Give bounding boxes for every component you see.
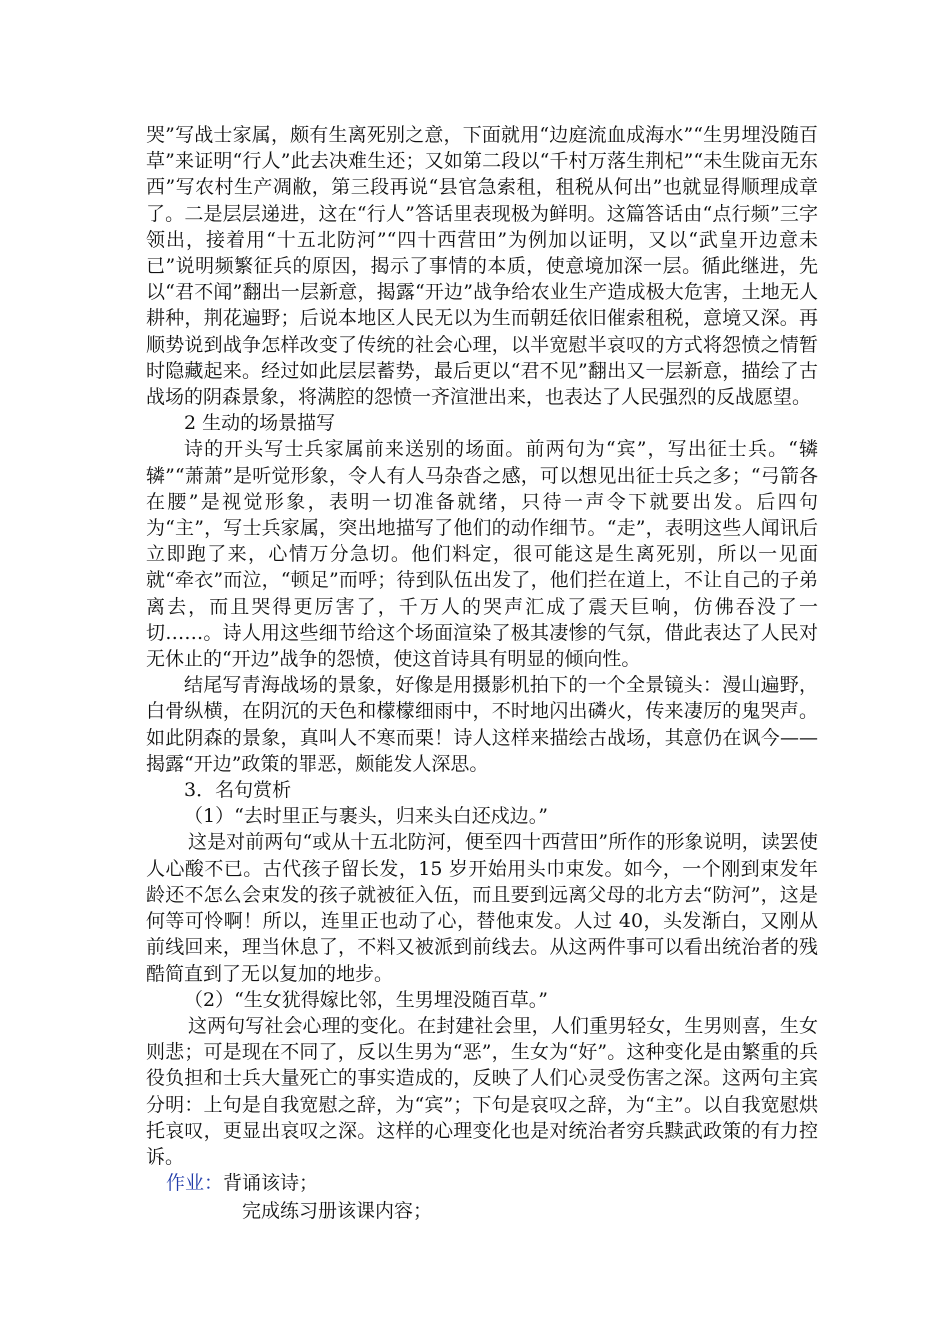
- homework-label: 作业：: [166, 1172, 224, 1195]
- section-heading-scene: 2 生动的场景描写: [184, 412, 336, 435]
- paragraph-opening-scene: 诗的开头写士兵家属前来送别的场面。前两句为“宾”，写出征士兵。“辚辚”“萧萧”是听觉形象，令人有人马杂沓之感，可以想见出征士兵之多；“弓箭各在腰”是视觉形象，表明一切准备就绪，只待一声令下就要出发。后四句为“主”，写士兵家属，突出地描写了他们的动作细节。“走”，表明这些人闻讯后立即跑了来，心情万分急切。他们料定，很可能这是生离死别，所以一见面就“牵衣”而泣，“顿足”而呼；待到队伍出发了，他们拦在道上，不让自己的子弟离去，而且哭得更厉害了，千万人的哭声汇成了震天巨响，仿佛吞没了一切……。诗人用这些细节给这个场面渲染了极其凄惨的气氛，借此表达了人民对无休止的“开边”战争的怨愤，使这首诗具有明显的倾向性。: [146, 438, 818, 671]
- homework-line: [146, 1170, 818, 1196]
- quote-line-2: （2）“生女犹得嫁比邻，生男埋没随百草。”: [184, 988, 549, 1011]
- paragraph-structure-analysis: 哭”写战士家属，颇有生离死别之意，下面就用“边庭流血成海水”“生男埋没随百草”来证明“行人”此去决难生还；又如第二段以“千村万落生荆杞”“未生陇亩无东西”写农村生产凋敝，第三段再说“县官急索租，租税从何出”也就显得顺理成章了。二是层层递进，这在“行人”答话里表现极为鲜明。这篇答话由“点行频”三字领出，接着用“十五北防河”“四十西营田”为例加以证明，又以“武皇开边意未已”说明频繁征兵的原因，揭示了事情的本质，使意境加深一层。循此继进，先以“君不闻”翻出一层新意，揭露“开边”战争给农业生产造成极大危害，土地无人耕种，荆花遍野；后说本地区人民无以为生而朝廷依旧催索租税，意境又深。再顺势说到战争怎样改变了传统的社会心理，以半宽慰半哀叹的方式将怨愤之情暂时隐藏起来。经过如此层层蓄势，最后更以“君不见”翻出又一层新意，描绘了古战场的阴森景象，将满腔的怨愤一齐渲泄出来，也表达了人民强烈的反战愿望。: [146, 124, 818, 409]
- quote-line-1: （1）“去时里正与裹头，归来头白还戍边。”: [184, 805, 549, 828]
- section-heading-famous-lines: 3．名句赏析: [184, 779, 292, 802]
- document-body: [146, 122, 818, 1225]
- paragraph-quote-2-analysis: 这两句写社会心理的变化。在封建社会里，人们重男轻女，生男则喜，生女则悲；可是现在不同了，反以生男为“恶”，生女为“好”。这种变化是由繁重的兵役负担和士兵大量死亡的事实造成的，反映了人们心灵受伤害之深。这两句主宾分明：上句是自我宽慰之辞，为“宾”；下句是哀叹之辞，为“主”。以自我宽慰烘托哀叹，更显出哀叹之深。这样的心理变化也是对统治者穷兵黩武政策的有力控诉。: [146, 1014, 818, 1168]
- paragraph-quote-1-analysis: 这是对前两句“或从十五北防河，便至四十西营田”所作的形象说明，读罢使人心酸不已。古代孩子留长发，15 岁开始用头巾束发。如今，一个刚到束发年龄还不怎么会束发的孩子就被征入伍，而且要到远离父母的北方去“防河”，这是何等可怜啊！所以，连里正也动了心，替他束发。人过 40，头发渐白，又刚从前线回来，理当休息了，不料又被派到前线去。从这两件事可以看出统治者的残酷简直到了无以复加的地步。: [146, 831, 818, 985]
- homework-item-workbook: 完成练习册该课内容；: [242, 1200, 433, 1223]
- homework-item-recite: 背诵该诗；: [223, 1172, 319, 1195]
- paragraph-ending-scene: 结尾写青海战场的景象，好像是用摄影机拍下的一个全景镜头：漫山遍野，白骨纵横，在阴沉的天色和檬檬细雨中，不时地闪出磷火，传来凄厉的鬼哭声。如此阴森的景象，真叫人不寒而栗！诗人这样来描绘古战场，其意仍在讽今——揭露“开边”政策的罪恶，颇能发人深思。: [146, 674, 818, 775]
